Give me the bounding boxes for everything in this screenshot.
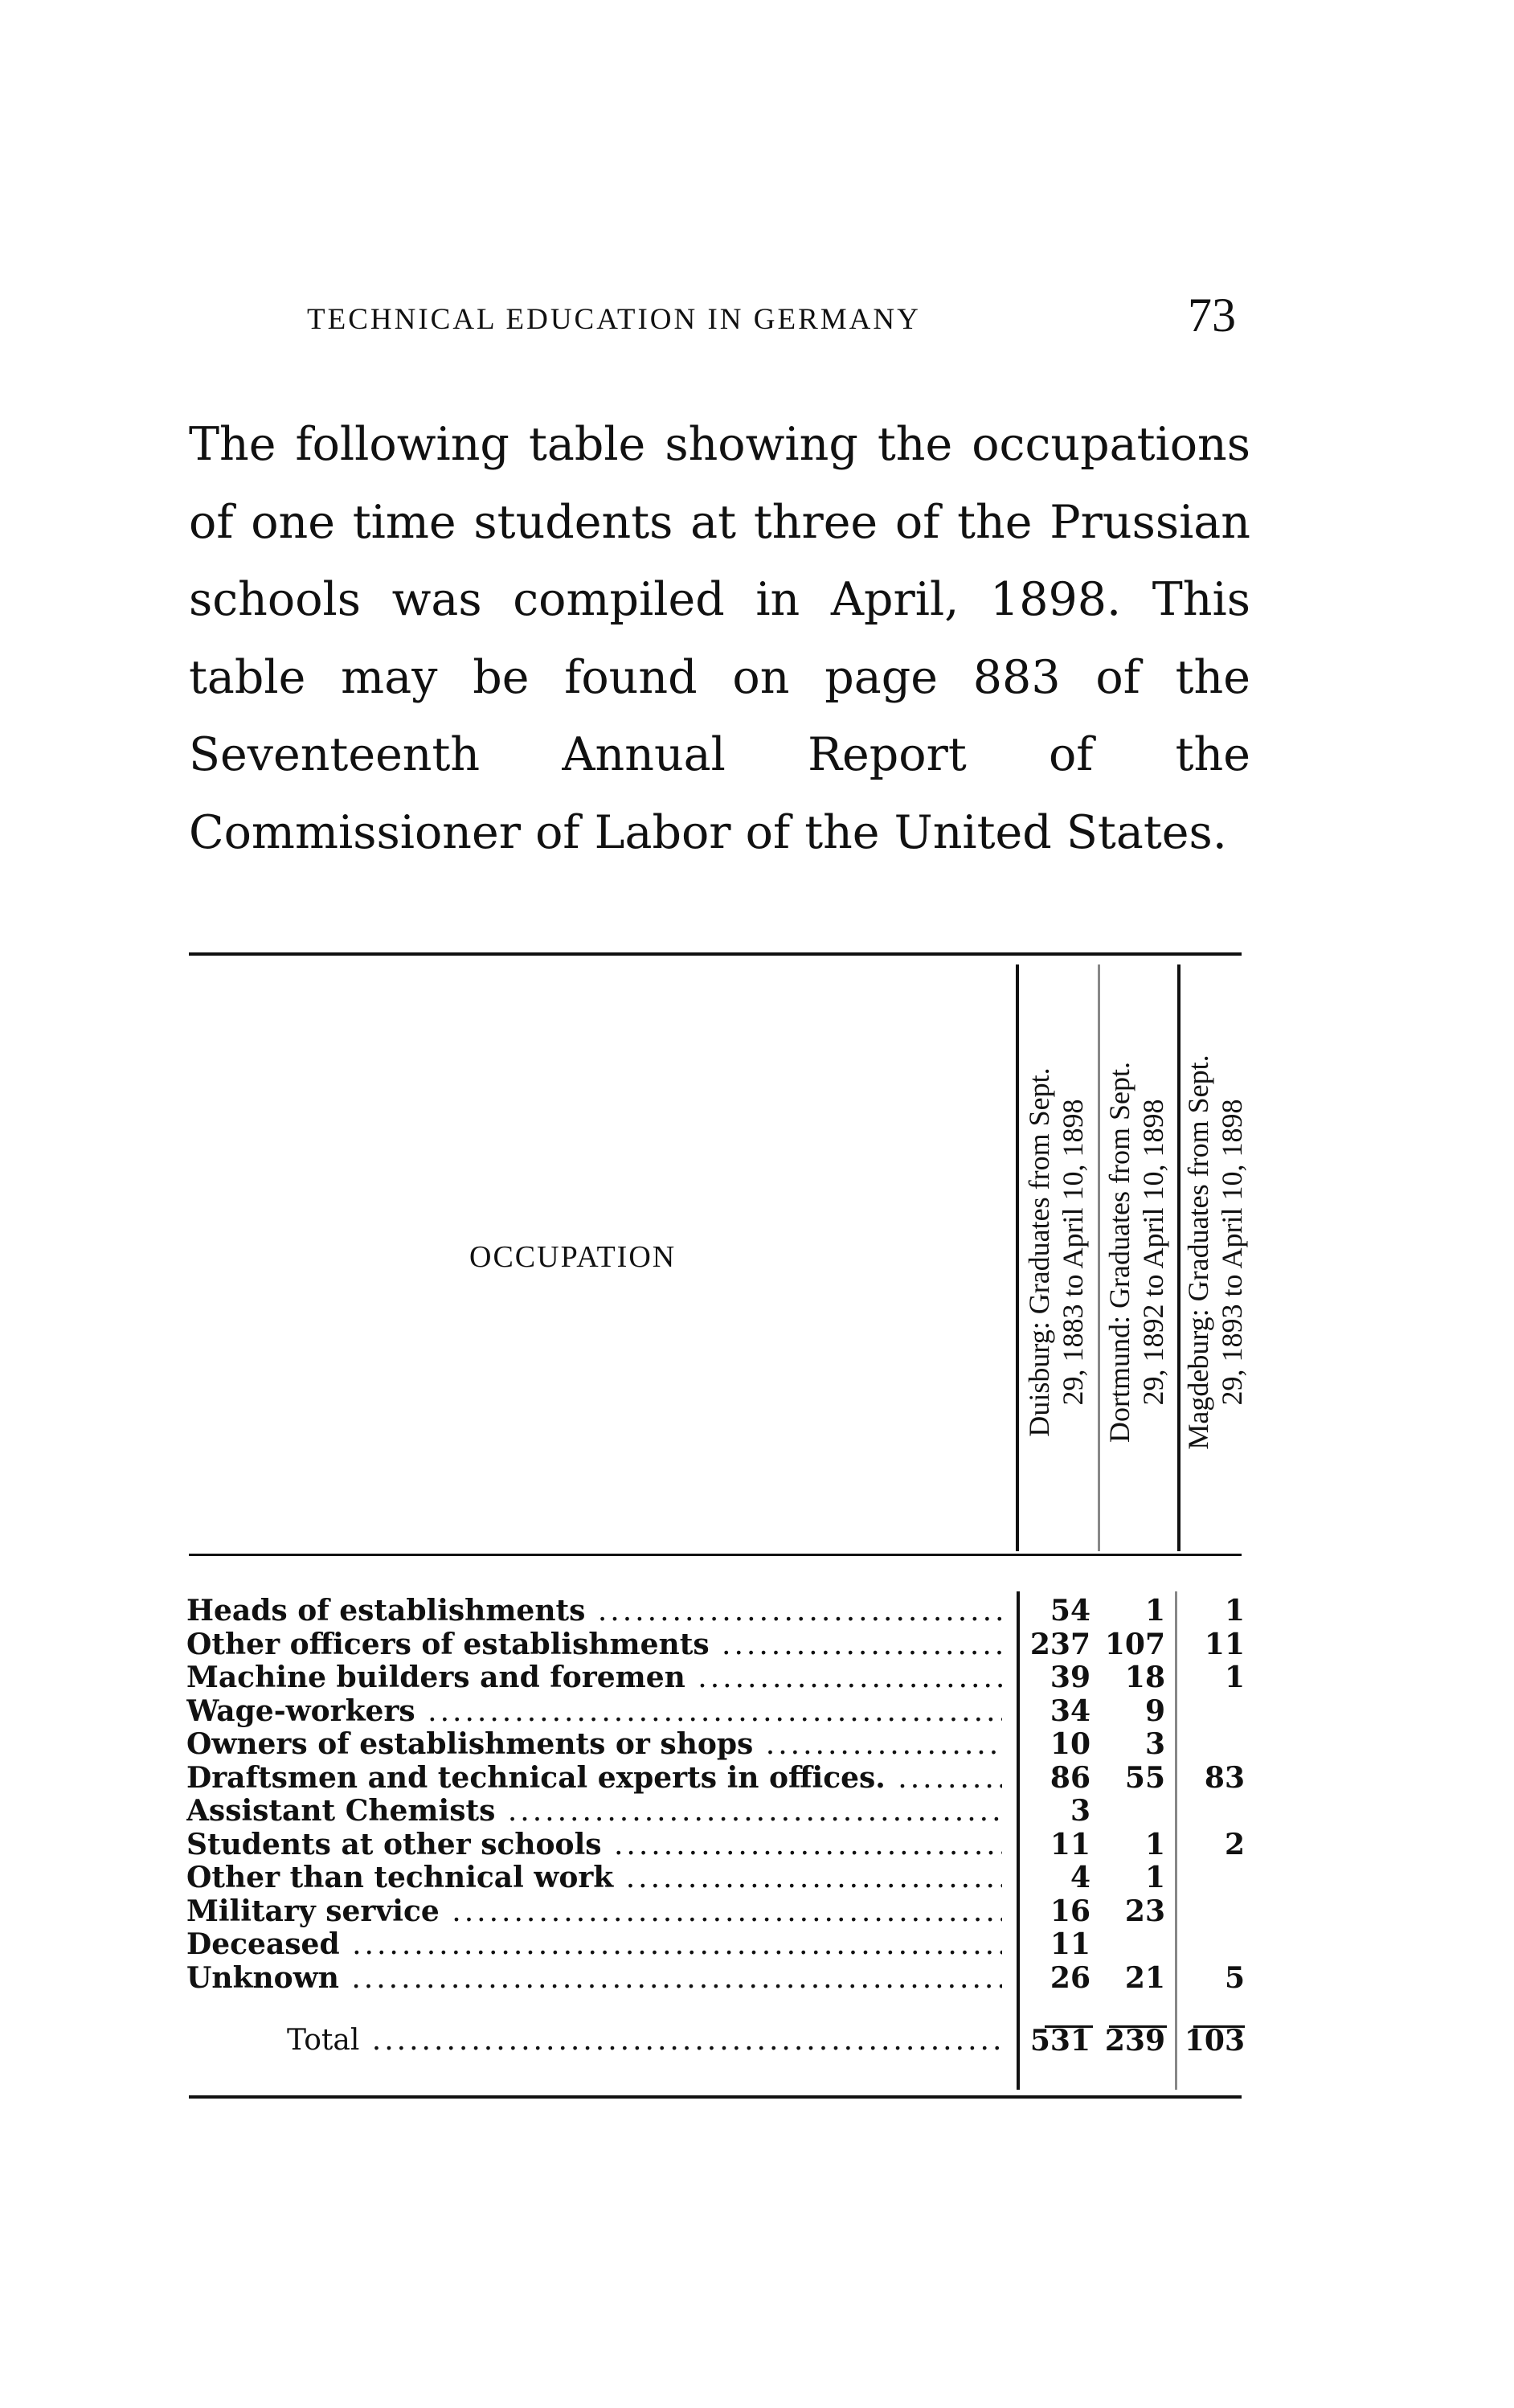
column-header-magdeburg [1181,955,1255,1550]
header-bottom-rule [189,1554,1242,1556]
running-title: TECHNICAL EDUCATION IN GERMANY [307,303,921,336]
cell-value: 11 [1204,1627,1245,1661]
cell-value: 83 [1204,1760,1245,1795]
cell-value: 1 [1224,1594,1245,1628]
occupation-label: Assistant Chemists ..... [186,1794,1002,1829]
total-row [186,2024,1255,2058]
occupation-label: Machine builders and foremen ..... [186,1661,1002,1695]
cell-value: 18 [1124,1661,1165,1694]
column-header-dortmund [1103,955,1176,1550]
occupation-label: Military service ..... [186,1894,1002,1929]
table-row [186,1727,1255,1761]
cell-value: 237 [1029,1627,1090,1661]
column-header-line: 29, 1893 to April 10, 1898 [1216,1099,1248,1406]
cell-value: 107 [1104,1627,1165,1661]
column-divider [1016,964,1019,1551]
cell-value: 1 [1224,1661,1245,1694]
occupation-label: Deceased ..... [186,1927,1002,1962]
page-number: 73 [1188,289,1236,342]
occupation-label: Draftsmen and technical experts in offices. ..... [186,1761,1002,1796]
table-row [186,1861,1255,1894]
column-header-line: 29, 1883 to April 10, 1898 [1057,1099,1089,1406]
column-header-line: Magdeburg: Graduates from Sept. [1182,1055,1214,1450]
cell-value: 86 [1050,1760,1090,1795]
column-header-line: Dortmund: Graduates from Sept. [1103,1062,1136,1443]
occupation-header: OCCUPATION [469,1240,677,1274]
cell-value: 11 [1050,1827,1090,1861]
cell-value: 1 [1144,1594,1165,1628]
cell-value: 54 [1050,1594,1090,1628]
table-row [186,1927,1255,1961]
cell-value: 26 [1050,1960,1090,1995]
total-label: Total ..... [287,2024,1002,2058]
occupation-label: Students at other schools ..... [186,1828,1002,1862]
cell-value: 11 [1050,1927,1090,1961]
occupation-label: Other than technical work ..... [186,1861,1002,1895]
cell-value: 9 [1144,1693,1165,1728]
table-row [186,1661,1255,1694]
table-row [186,1628,1255,1661]
cell-value: 4 [1070,1861,1090,1894]
cell-value: 3 [1070,1794,1090,1828]
table-row [186,1594,1255,1628]
table-row [186,1961,1255,1995]
column-header-duisburg [1022,955,1096,1550]
occupation-label: Other officers of establishments ..... [186,1628,1002,1662]
intro-paragraph: The following table showing the occupations of one time students at three of the Prussian schools was compiled in April, 1898. This table may be found on page 883 of the Seventeenth Annual Report of the Commissioner of Labor of the United States. [189,418,1250,859]
total-value: 531 [1029,2024,1090,2058]
occupation-label: Unknown ..... [186,1961,1002,1996]
column-header-line: 29, 1892 to April 10, 1898 [1137,1099,1169,1406]
column-header-line: Duisburg: Graduates from Sept. [1023,1067,1055,1437]
cell-value: 21 [1124,1960,1165,1995]
cell-value: 39 [1050,1661,1090,1694]
table-bottom-rule [189,2095,1242,2099]
cell-value: 2 [1224,1827,1245,1861]
table-row [186,1794,1255,1828]
table-row [186,1694,1255,1728]
table-row [186,1761,1255,1795]
occupation-label: Heads of establishments ..... [186,1594,1002,1628]
table-row [186,1894,1255,1928]
total-value: 239 [1104,2024,1165,2058]
cell-value: 55 [1124,1760,1165,1795]
table-row [186,1828,1255,1861]
cell-value: 1 [1144,1827,1165,1861]
occupation-label: Owners of establishments or shops ..... [186,1727,1002,1762]
cell-value: 10 [1050,1727,1090,1761]
cell-value: 34 [1050,1693,1090,1728]
column-divider [1177,964,1181,1551]
cell-value: 16 [1050,1894,1090,1928]
column-divider [1098,964,1100,1551]
cell-value: 23 [1124,1894,1165,1928]
occupation-label: Wage-workers ..... [186,1694,1002,1729]
cell-value: 1 [1144,1861,1165,1894]
cell-value: 3 [1144,1727,1165,1761]
total-value: 103 [1184,2024,1245,2058]
cell-value: 5 [1224,1960,1245,1995]
